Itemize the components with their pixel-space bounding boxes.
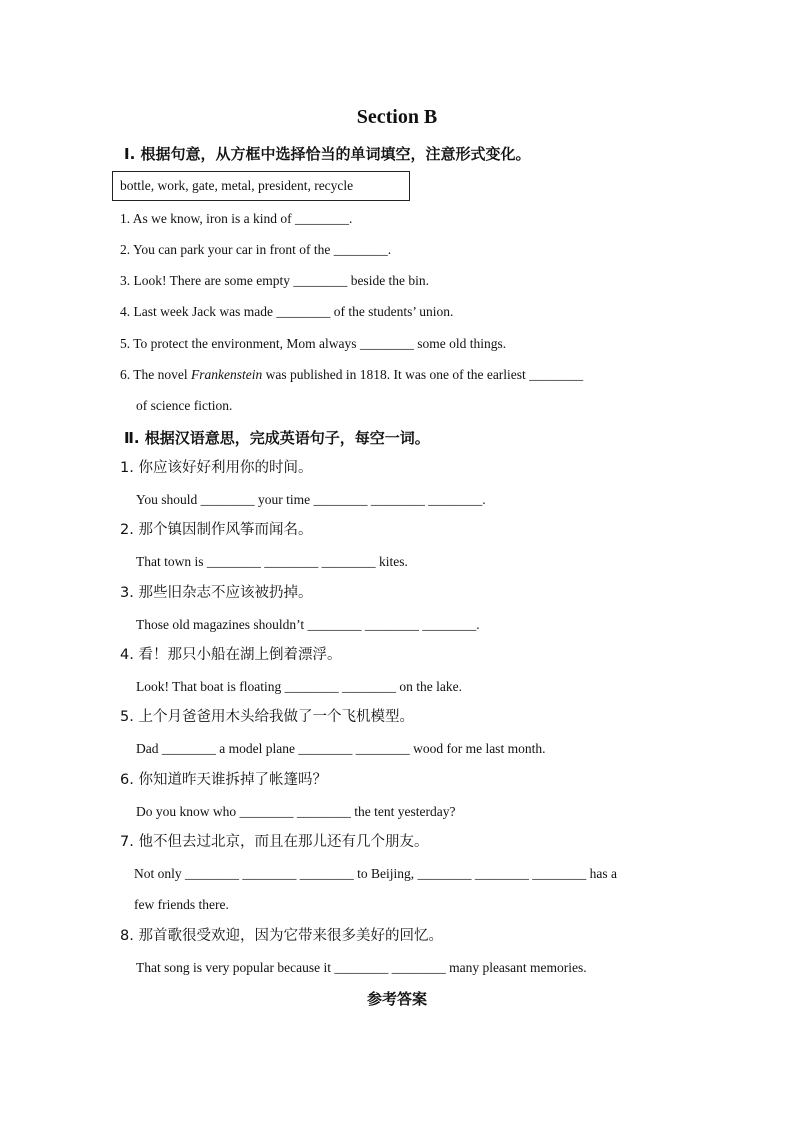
- part2-item-7-en: Not only ________ ________ ________ to Beijing, ________ ________ ________ has a: [134, 866, 617, 881]
- part1-item-6: [120, 365, 583, 385]
- part2-item-3-en: Those old magazines shouldn’t ________ ________ ________.: [136, 617, 480, 632]
- part2-item-6-en: Do you know who ________ ________ the tent yesterday?: [136, 804, 456, 819]
- part1-item-3: 3. Look! There are some empty ________ beside the bin.: [120, 273, 430, 288]
- part2-item-2-zh: 2. 那个镇因制作风筝而闻名。: [120, 522, 313, 538]
- part1-heading: Ⅰ. 根据句意，从方框中选择恰当的单词填空，注意形式变化。: [124, 145, 531, 163]
- part2-heading: Ⅱ. 根据汉语意思，完成英语句子，每空一词。: [124, 429, 430, 447]
- part2-item-7-en-continued: few friends there.: [134, 897, 229, 912]
- part2-item-6-zh: 6. 你知道昨天谁拆掉了帐篷吗？: [120, 772, 327, 788]
- part2-item-8-zh: 8. 那首歌很受欢迎，因为它带来很多美好的回忆。: [120, 928, 443, 944]
- part2-item-5-en: Dad ________ a model plane ________ ________ wood for me last month.: [136, 741, 546, 756]
- part1-item-2: 2. You can park your car in front of the ________.: [120, 242, 392, 257]
- part1-item-1: 1. As we know, iron is a kind of ________.: [120, 211, 353, 226]
- part2-item-5-zh: 5. 上个月爸爸用木头给我做了一个飞机模型。: [120, 709, 414, 725]
- part2-item-1-en: You should ________ your time ________ ________ ________.: [136, 492, 486, 507]
- word-box: bottle, work, gate, metal, president, recycle: [112, 171, 410, 201]
- part1-item-6-continued: of science fiction.: [136, 398, 233, 413]
- part2-item-4-zh: 4. 看！那只小船在湖上倒着漂浮。: [120, 647, 342, 663]
- page-title: Section B: [356, 106, 438, 128]
- part2-item-3-zh: 3. 那些旧杂志不应该被扔掉。: [120, 585, 313, 601]
- novel-title: Frankenstein: [191, 367, 263, 382]
- part2-item-7-zh: 7. 他不但去过北京，而且在那儿还有几个朋友。: [120, 834, 429, 850]
- part2-item-1-zh: 1. 你应该好好利用你的时间。: [120, 460, 313, 476]
- part1-item-6-end: was published in 1818. It was one of the earliest ________: [262, 367, 584, 382]
- part1-item-4: 4. Last week Jack was made ________ of the students’ union.: [120, 304, 454, 319]
- part2-item-4-en: Look! That boat is floating ________ ________ on the lake.: [136, 679, 462, 694]
- part1-item-5: 5. To protect the environment, Mom always ________ some old things.: [120, 336, 507, 351]
- part2-item-2-en: That town is ________ ________ ________ kites.: [136, 554, 408, 569]
- answer-key-title: 参考答案: [366, 990, 427, 1008]
- part2-item-8-en: That song is very popular because it ________ ________ many pleasant memories.: [136, 960, 587, 975]
- part1-item-6-start: 6. The novel: [120, 367, 191, 382]
